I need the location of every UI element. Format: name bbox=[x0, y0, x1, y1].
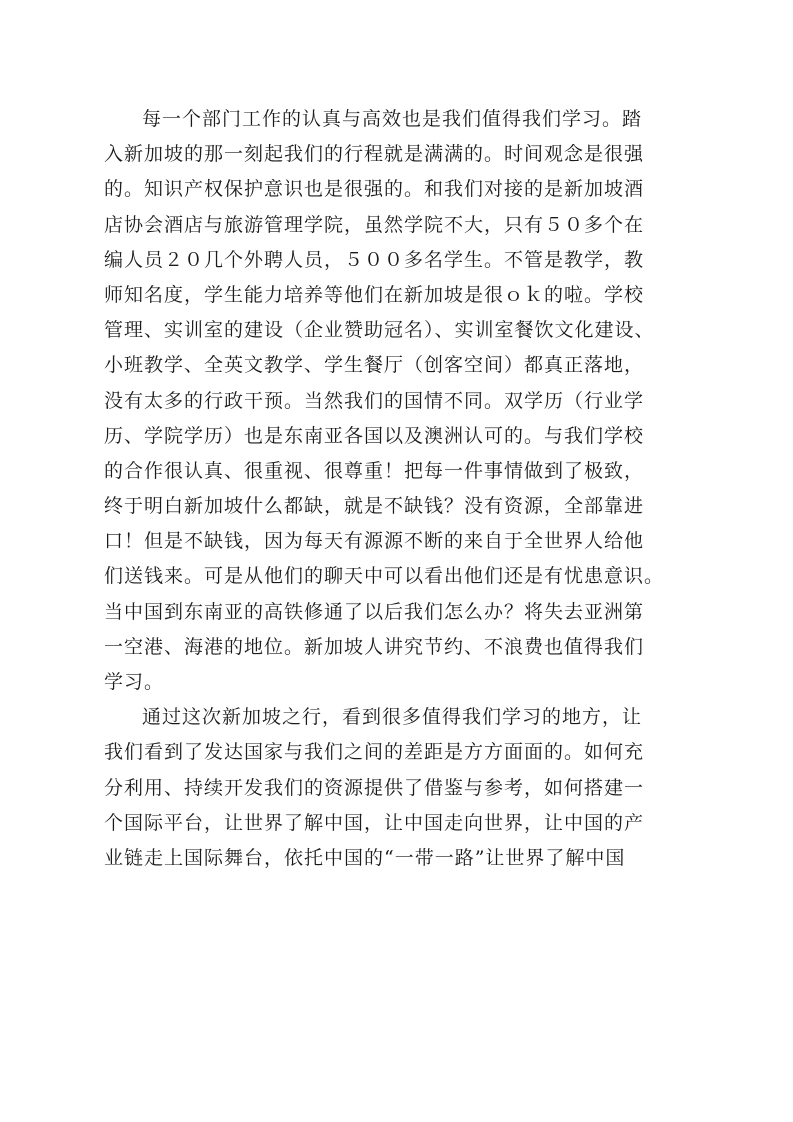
text-line: 入新加坡的那一刻起我们的行程就是满满的。时间观念是很强 bbox=[104, 143, 645, 166]
text-line: 业链走上国际舞台，依托中国的“一带一路”让世界了解中国 bbox=[104, 846, 626, 869]
text-line: 没有太多的行政干预。当然我们的国情不同。双学历（行业学 bbox=[104, 389, 645, 412]
text-line: 口！但是不缺钱，因为每天有源源不断的来自于全世界人给他 bbox=[104, 530, 645, 553]
text-line: 通过这次新加坡之行，看到很多值得我们学习的地方，让 bbox=[142, 706, 643, 729]
text-line: 管理、实训室的建设（企业赞助冠名）、实训室餐饮文化建设、 bbox=[104, 319, 655, 342]
text-line: 学习。 bbox=[104, 671, 165, 693]
paragraph-2 bbox=[104, 700, 704, 876]
text-line: 分利用、持续开发我们的资源提供了借鉴与参考，如何搭建一 bbox=[104, 776, 645, 799]
document-body bbox=[104, 102, 704, 876]
text-line: 店协会酒店与旅游管理学院，虽然学院不大，只有５０多个在 bbox=[104, 213, 645, 236]
text-line: 当中国到东南亚的高铁修通了以后我们怎么办？将失去亚洲第 bbox=[104, 600, 645, 623]
paragraph-1 bbox=[104, 102, 704, 700]
text-line: 我们看到了发达国家与我们之间的差距是方方面面的。如何充 bbox=[104, 741, 645, 764]
text-line: 的合作很认真、很重视、很尊重！把每一件事情做到了极致， bbox=[104, 459, 645, 482]
text-line: 小班教学、全英文教学、学生餐厅（创客空间）都真正落地， bbox=[104, 354, 645, 377]
text-line: 历、学院学历）也是东南亚各国以及澳洲认可的。与我们学校 bbox=[104, 424, 645, 447]
text-line: 们送钱来。可是从他们的聊天中可以看出他们还是有忧患意识。 bbox=[104, 565, 665, 588]
text-line: 一空港、海港的地位。新加坡人讲究节约、不浪费也值得我们 bbox=[104, 635, 645, 658]
text-line: 师知名度，学生能力培养等他们在新加坡是很ｏｋ的啦。学校 bbox=[104, 283, 645, 306]
text-line: 每一个部门工作的认真与高效也是我们值得我们学习。踏 bbox=[142, 108, 643, 130]
text-line: 终于明白新加坡什么都缺，就是不缺钱？没有资源，全部靠进 bbox=[104, 495, 645, 518]
text-line: 个国际平台，让世界了解中国，让中国走向世界，让中国的产 bbox=[104, 811, 645, 834]
text-line: 的。知识产权保护意识也是很强的。和我们对接的是新加坡酒 bbox=[104, 178, 645, 201]
text-line: 编人员２０几个外聘人员，５００多名学生。不管是教学，教 bbox=[104, 248, 645, 271]
